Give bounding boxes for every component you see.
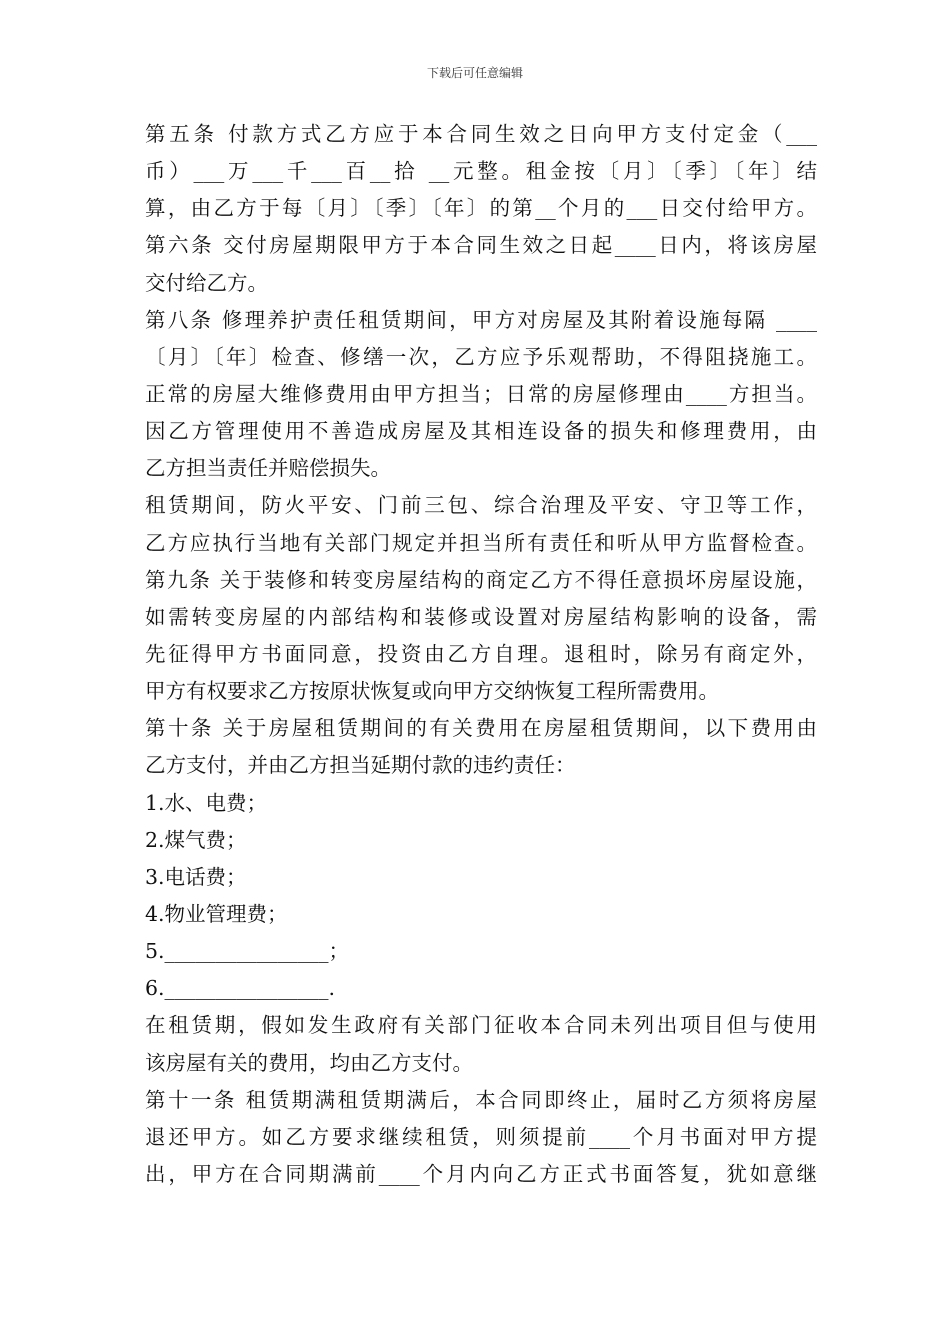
- text-line: 币）___万___千___百__拾 __元整。租金按〔月〕〔季〕〔年〕结: [145, 159, 817, 184]
- text-line: 正常的房屋大维修费用由甲方担当；日常的房屋修理由____方担当。: [145, 381, 817, 406]
- text-line: 乙方支付，并由乙方担当延期付款的违约责任：: [145, 753, 576, 778]
- text-line: 退还甲方。如乙方要求继续租赁，则须提前____个月书面对甲方提: [145, 1124, 817, 1149]
- text-line: 因乙方管理使用不善造成房屋及其相连设备的损失和修理费用，由: [145, 419, 817, 444]
- text-line: 先征得甲方书面同意，投资由乙方自理。退租时，除另有商定外，: [145, 641, 817, 666]
- list-item: 2.煤气费；: [145, 827, 247, 852]
- list-item-blank: 6.________________.: [145, 976, 336, 1001]
- list-item: 1.水、电费；: [145, 790, 268, 815]
- text-line: 第十条 关于房屋租赁期间的有关费用在房屋租赁期间，以下费用由: [145, 716, 817, 741]
- text-line: 该房屋有关的费用，均由乙方支付。: [145, 1050, 473, 1075]
- text-line: 乙方应执行当地有关部门规定并担当所有责任和听从甲方监督检查。: [145, 530, 817, 555]
- text-line: 租赁期间，防火平安、门前三包、综合治理及平安、守卫等工作，: [145, 493, 817, 518]
- list-item: 4.物业管理费；: [145, 901, 288, 926]
- text-line: 乙方担当责任并赔偿损失。: [145, 456, 391, 481]
- text-line: 第十一条 租赁期满租赁期满后，本合同即终止，届时乙方须将房屋: [145, 1087, 817, 1112]
- list-item: 3.电话费；: [145, 864, 247, 889]
- text-line: 第六条 交付房屋期限甲方于本合同生效之日起____日内，将该房屋: [145, 233, 817, 258]
- text-line: 〔月〕〔年〕检查、修缮一次，乙方应予乐观帮助，不得阻挠施工。: [145, 344, 817, 369]
- list-item-blank: 5.________________；: [145, 939, 350, 964]
- contract-body: [145, 116, 817, 1193]
- text-line: 算，由乙方于每〔月〕〔季〕〔年〕的第__个月的___日交付给甲方。: [145, 196, 817, 221]
- text-line: 交付给乙方。: [145, 270, 268, 295]
- text-line: 第九条 关于装修和转变房屋结构的商定乙方不得任意损坏房屋设施，: [145, 567, 817, 592]
- text-line: 甲方有权要求乙方按原状恢复或向甲方交纳恢复工程所需费用。: [145, 679, 719, 704]
- text-line: 出，甲方在合同期满前____个月内向乙方正式书面答复，犹如意继: [145, 1161, 817, 1186]
- text-line: 第五条 付款方式乙方应于本合同生效之日向甲方支付定金（___: [145, 122, 817, 146]
- text-line: 在租赁期，假如发生政府有关部门征收本合同未列出项目但与使用: [145, 1013, 817, 1038]
- text-line: 如需转变房屋的内部结构和装修或设置对房屋结构影响的设备，需: [145, 604, 817, 629]
- page-header-note: 下载后可任意编辑: [426, 66, 523, 80]
- text-line: 第八条 修理养护责任租赁期间，甲方对房屋及其附着设施每隔 ____: [145, 307, 817, 332]
